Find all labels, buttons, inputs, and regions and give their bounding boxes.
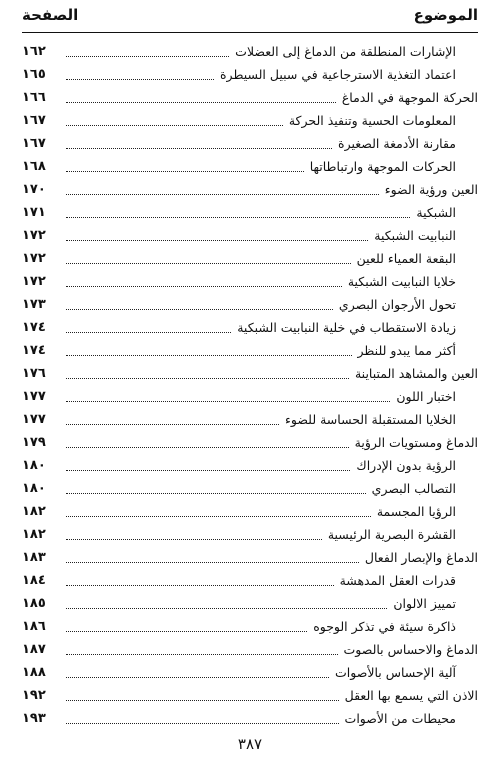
toc-entry-page: ١٦٨ <box>22 159 46 174</box>
toc-entry-page: ١٨٤ <box>22 573 46 588</box>
toc-entry-page: ١٧٩ <box>22 435 46 450</box>
toc-entry-page: ١٨٢ <box>22 504 46 519</box>
toc-entry <box>22 431 478 454</box>
toc-entry <box>22 408 478 431</box>
toc-entry-title: محيطات من الأصوات <box>344 711 456 726</box>
toc-entry-page: ١٦٧ <box>22 136 46 151</box>
toc-entry <box>22 247 478 270</box>
toc-entry-page: ١٧٢ <box>22 274 46 289</box>
toc-entry-page: ١٨٥ <box>22 596 46 611</box>
dot-leader <box>66 562 359 563</box>
toc-entry-page: ١٩٣ <box>22 711 46 726</box>
dot-leader <box>66 194 379 195</box>
toc-entry-page: ١٨٠ <box>22 481 46 496</box>
toc-entry-title: اختبار اللون <box>396 389 456 404</box>
toc-entry <box>22 592 478 615</box>
toc-entry-title: الحركة الموجهة في الدماغ <box>341 90 478 105</box>
toc-entry-page: ١٧٣ <box>22 297 46 312</box>
dot-leader <box>66 332 231 333</box>
toc-entry <box>22 224 478 247</box>
toc-entry <box>22 546 478 569</box>
toc-entry <box>22 293 478 316</box>
toc-entry-page: ١٧٧ <box>22 389 46 404</box>
toc-entry-title: اعتماد التغذية الاسترجاعية في سبيل السيطرة <box>220 67 456 82</box>
toc-entry-page: ١٧٢ <box>22 251 46 266</box>
toc-entry <box>22 523 478 546</box>
toc-entry-page: ١٦٢ <box>22 44 46 59</box>
toc-entry-page: ١٦٧ <box>22 113 46 128</box>
toc-entry-page: ١٨٦ <box>22 619 46 634</box>
page-column-label: الصفحة <box>22 6 79 24</box>
toc-entry-page: ١٨٨ <box>22 665 46 680</box>
toc-entry <box>22 155 478 178</box>
toc-entry-title: تحول الأرجوان البصري <box>338 297 456 312</box>
dot-leader <box>66 378 349 379</box>
toc-entry <box>22 684 478 707</box>
dot-leader <box>66 654 338 655</box>
toc-entry-title: النبابيت الشبكية <box>374 228 456 243</box>
toc-entry <box>22 385 478 408</box>
topic-column-label: الموضوع <box>413 6 478 24</box>
toc-entry <box>22 339 478 362</box>
toc-entry <box>22 661 478 684</box>
toc-entry-title: الإشارات المنطلقة من الدماغ إلى العضلات <box>235 44 456 59</box>
dot-leader <box>66 148 332 149</box>
table-of-contents <box>22 40 478 730</box>
toc-entry <box>22 316 478 339</box>
dot-leader <box>66 355 352 356</box>
toc-entry-page: ١٧٧ <box>22 412 46 427</box>
dot-leader <box>66 723 339 724</box>
dot-leader <box>66 240 368 241</box>
dot-leader <box>66 217 410 218</box>
toc-entry <box>22 500 478 523</box>
dot-leader <box>66 102 336 103</box>
dot-leader <box>66 539 322 540</box>
toc-entry-title: الحركات الموجهة وارتباطاتها <box>309 159 456 174</box>
page-number: ٣٨٧ <box>237 735 263 753</box>
toc-entry-title: الدماغ ومستويات الرؤية <box>354 435 478 450</box>
toc-entry <box>22 63 478 86</box>
toc-entry-page: ١٧٠ <box>22 182 46 197</box>
toc-entry-title: الاذن التي يسمع بها العقل <box>344 688 478 703</box>
toc-header <box>22 6 478 32</box>
toc-entry-title: البقعة العمياء للعين <box>356 251 456 266</box>
toc-entry <box>22 86 478 109</box>
dot-leader <box>66 677 329 678</box>
toc-entry-title: العين ورؤية الضوء <box>384 182 478 197</box>
toc-entry-page: ١٧٤ <box>22 343 46 358</box>
toc-entry-title: الرؤية بدون الإدراك <box>356 458 456 473</box>
header-rule <box>22 32 478 33</box>
toc-entry-title: التصالب البصري <box>371 481 456 496</box>
toc-entry <box>22 201 478 224</box>
toc-entry <box>22 270 478 293</box>
toc-entry <box>22 477 478 500</box>
dot-leader <box>66 447 349 448</box>
toc-entry-page: ١٨٣ <box>22 550 46 565</box>
dot-leader <box>66 493 366 494</box>
dot-leader <box>66 700 339 701</box>
toc-entry-title: العين والمشاهد المتباينة <box>354 366 478 381</box>
toc-entry <box>22 569 478 592</box>
dot-leader <box>66 516 371 517</box>
dot-leader <box>66 585 334 586</box>
toc-entry-page: ١٨٠ <box>22 458 46 473</box>
toc-entry-title: أكثر مما يبدو للنظر <box>357 343 456 358</box>
toc-entry-page: ١٦٦ <box>22 90 46 105</box>
dot-leader <box>66 263 351 264</box>
toc-entry-title: الدماغ والإبصار الفعال <box>364 550 478 565</box>
toc-entry <box>22 707 478 730</box>
dot-leader <box>66 79 214 80</box>
dot-leader <box>66 56 229 57</box>
toc-entry-title: ذاكرة سيئة في تذكر الوجوه <box>313 619 456 634</box>
toc-entry-title: الشبكية <box>416 205 456 220</box>
dot-leader <box>66 608 387 609</box>
toc-entry-title: تمييز الالوان <box>393 596 456 611</box>
toc-entry-title: الدماغ والاحساس بالصوت <box>343 642 478 657</box>
toc-entry-title: آلية الإحساس بالأصوات <box>335 665 456 680</box>
toc-entry-page: ١٧١ <box>22 205 46 220</box>
toc-entry-title: المعلومات الحسية وتنفيذ الحركة <box>288 113 456 128</box>
toc-entry-page: ١٧٦ <box>22 366 46 381</box>
dot-leader <box>66 125 283 126</box>
toc-entry-title: زيادة الاستقطاب في خلية النبابيت الشبكية <box>237 320 456 335</box>
toc-entry-title: خلايا النبابيت الشبكية <box>347 274 456 289</box>
toc-entry-title: مقارنة الأدمغة الصغيرة <box>338 136 456 151</box>
dot-leader <box>66 401 390 402</box>
toc-entry <box>22 362 478 385</box>
toc-entry <box>22 454 478 477</box>
dot-leader <box>66 171 304 172</box>
toc-entry-page: ١٨٢ <box>22 527 46 542</box>
toc-entry <box>22 615 478 638</box>
toc-entry-title: الخلايا المستقبلة الحساسة للضوء <box>285 412 456 427</box>
toc-entry <box>22 178 478 201</box>
toc-entry <box>22 132 478 155</box>
dot-leader <box>66 309 333 310</box>
dot-leader <box>66 631 307 632</box>
toc-entry-page: ١٧٤ <box>22 320 46 335</box>
toc-entry <box>22 40 478 63</box>
dot-leader <box>66 424 279 425</box>
dot-leader <box>66 470 350 471</box>
toc-entry-page: ١٦٥ <box>22 67 46 82</box>
toc-entry-title: الرؤيا المجسمة <box>376 504 456 519</box>
toc-entry-page: ١٩٢ <box>22 688 46 703</box>
toc-entry <box>22 638 478 661</box>
toc-entry-page: ١٨٧ <box>22 642 46 657</box>
toc-entry <box>22 109 478 132</box>
dot-leader <box>66 286 342 287</box>
toc-entry-title: القشرة البصرية الرئيسية <box>327 527 456 542</box>
toc-entry-title: قدرات العقل المدهشة <box>339 573 456 588</box>
toc-entry-page: ١٧٢ <box>22 228 46 243</box>
